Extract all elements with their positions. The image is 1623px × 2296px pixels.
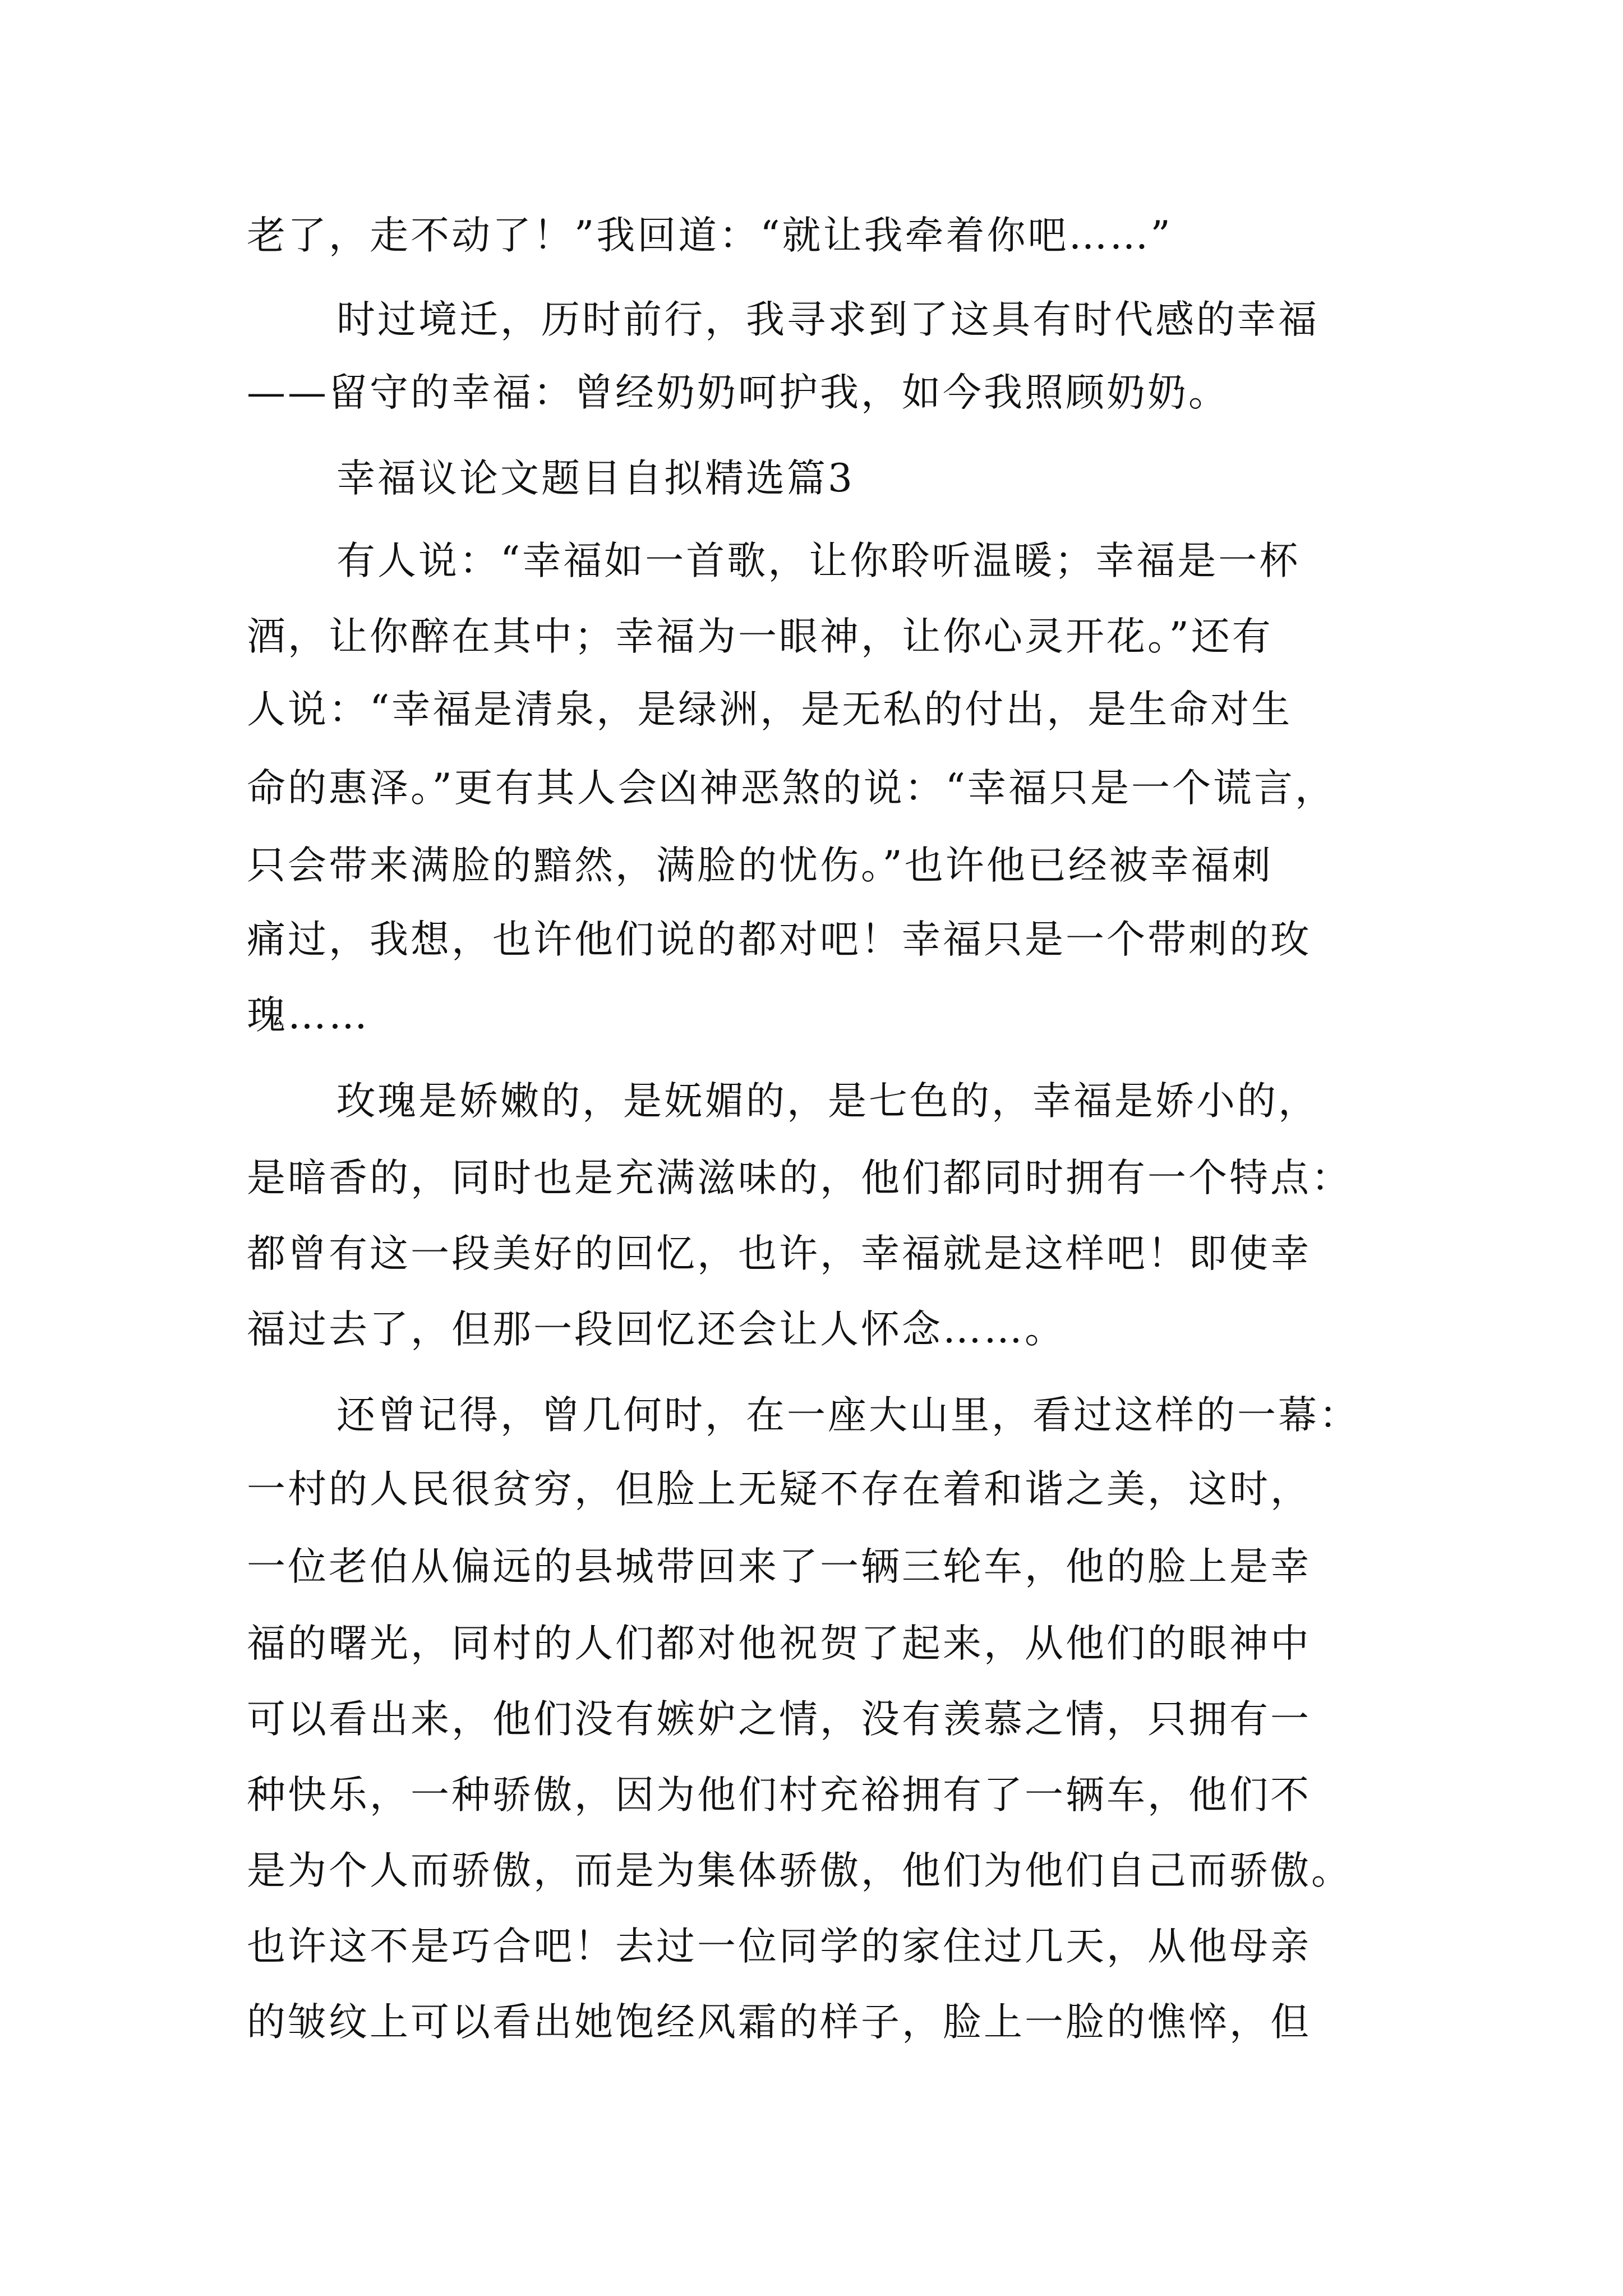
text-line: 是暗香的，同时也是充满滋味的，他们都同时拥有一个特点： xyxy=(247,1156,1352,1200)
paragraph-start-line: 有人说：“幸福如一首歌，让你聆听温暖；幸福是一杯 xyxy=(336,539,1301,583)
text-line: 酒，让你醉在其中；幸福为一眼神，让你心灵开花。”还有 xyxy=(247,614,1273,659)
paragraph-start-line: 时过境迁，历时前行，我寻求到了这具有时代感的幸福 xyxy=(336,297,1319,342)
text-line: 的皱纹上可以看出她饱经风霜的样子，脸上一脸的憔悴，但 xyxy=(247,2000,1311,2045)
text-line: 福过去了，但那一段回忆还会让人怀念……。 xyxy=(247,1307,1066,1352)
section-heading: 幸福议论文题目自拟精选篇3 xyxy=(336,456,855,501)
text-line: 命的惠泽。”更有其人会凶神恶煞的说：“幸福只是一个谎言， xyxy=(247,766,1336,811)
text-line: 都曾有这一段美好的回忆，也许，幸福就是这样吧！即使幸 xyxy=(247,1231,1311,1276)
paragraph-start-line: 玫瑰是娇嫩的，是妩媚的，是七色的，幸福是娇小的， xyxy=(336,1079,1319,1124)
text-line: 种快乐，一种骄傲，因为他们村充裕拥有了一辆车，他们不 xyxy=(247,1773,1311,1818)
text-line: 可以看出来，他们没有嫉妒之情，没有羡慕之情，只拥有一 xyxy=(247,1697,1311,1742)
text-line: 人说：“幸福是清泉，是绿洲，是无私的付出，是生命对生 xyxy=(247,687,1293,732)
text-line: ——留守的幸福：曾经奶奶呵护我，如今我照顾奶奶。 xyxy=(247,370,1229,415)
text-line: 老了，走不动了！”我回道：“就让我牵着你吧……” xyxy=(247,213,1173,258)
text-line: 福的曙光，同村的人们都对他祝贺了起来，从他们的眼神中 xyxy=(247,1621,1311,1666)
text-line: 瑰…… xyxy=(247,993,370,1038)
text-line: 也许这不是巧合吧！去过一位同学的家住过几天，从他母亲 xyxy=(247,1924,1311,1969)
text-line: 一位老伯从偏远的县城带回来了一辆三轮车，他的脸上是幸 xyxy=(247,1544,1311,1589)
paragraph-start-line: 还曾记得，曾几何时，在一座大山里，看过这样的一幕： xyxy=(336,1393,1360,1438)
text-line: 是为个人而骄傲，而是为集体骄傲，他们为他们自己而骄傲。 xyxy=(247,1848,1352,1893)
text-line: 一村的人民很贫穷，但脸上无疑不存在着和谐之美，这时， xyxy=(247,1467,1311,1512)
text-line: 只会带来满脸的黯然，满脸的忧伤。”也许他已经被幸福刺 xyxy=(247,843,1273,888)
text-line: 痛过，我想，也许他们说的都对吧！幸福只是一个带刺的玫 xyxy=(247,917,1311,962)
